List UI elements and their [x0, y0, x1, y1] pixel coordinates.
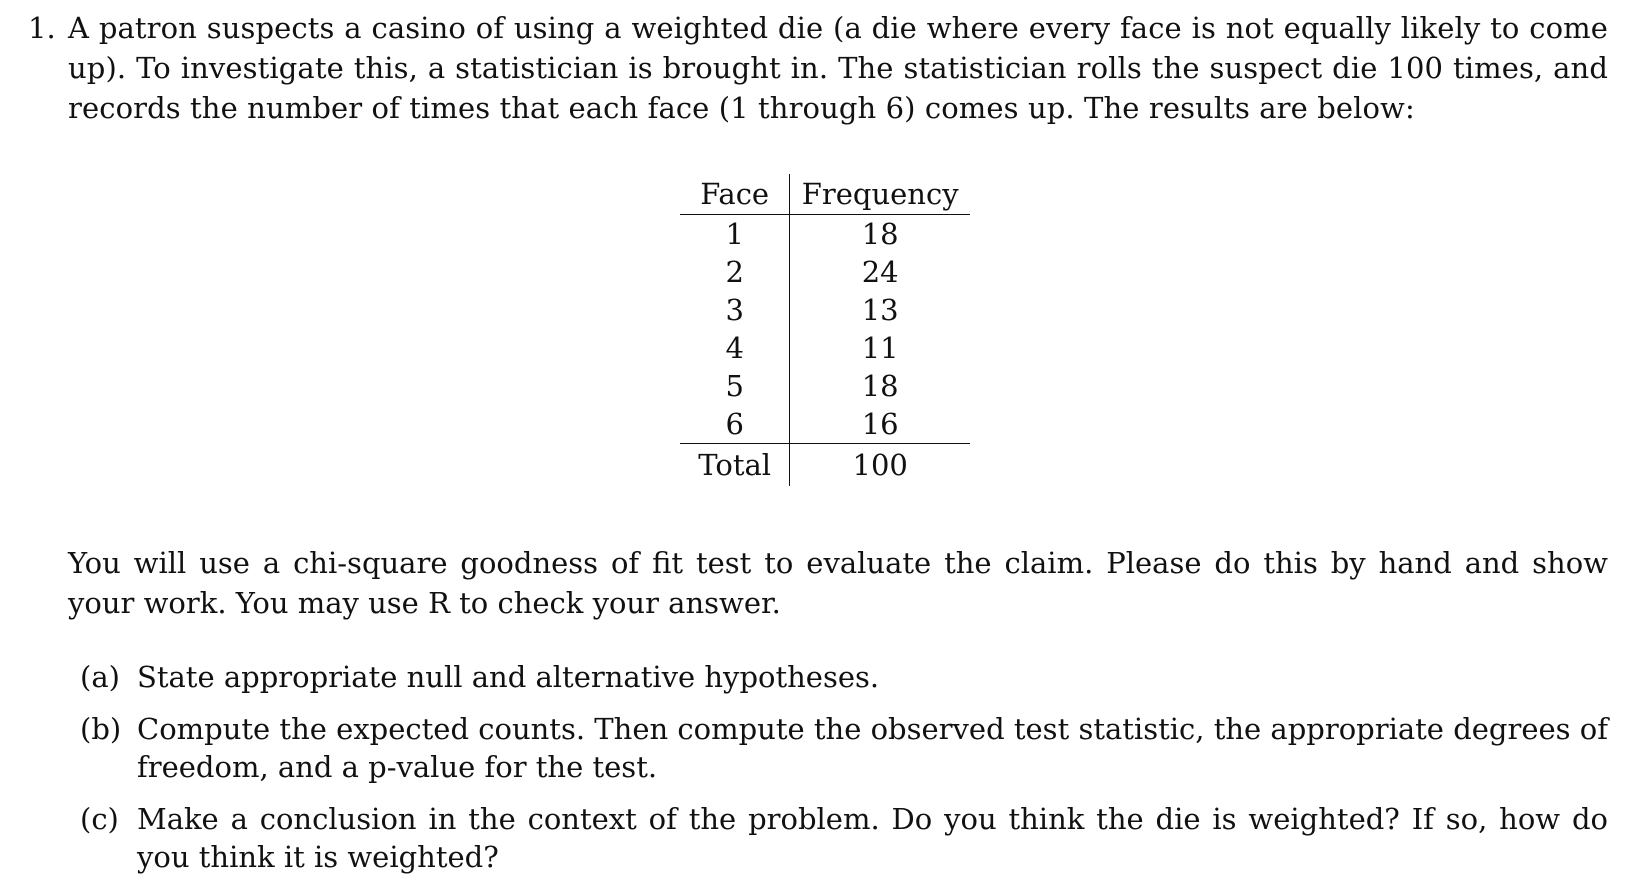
frequency-cell: 13 [861, 293, 899, 327]
frequency-cell: 18 [861, 217, 899, 251]
table-row [680, 215, 970, 254]
question-part-a [80, 658, 1608, 696]
face-cell: 2 [680, 253, 790, 291]
frequency-cell: 24 [861, 255, 899, 289]
table-total-row [680, 444, 970, 487]
instruction-paragraph: You will use a chi-square goodness of fit test to evaluate the claim. Please do this by hand and show your work. You may use R to check your answer. [68, 546, 1608, 620]
table-row [680, 367, 970, 405]
problem-text: A patron suspects a casino of using a weighted die (a die where every face is not equally likely to come up). To investigate this, a statistician is brought in. The statistician rolls the suspect die 100 times, and records the number of times that each face (1 through 6) comes up. The results are below: [68, 11, 1608, 125]
face-cell: 1 [680, 215, 790, 254]
face-cell: 3 [680, 291, 790, 329]
frequency-cell: 11 [861, 331, 899, 365]
table-header-row [680, 174, 970, 215]
part-text: State appropriate null and alternative hypotheses. [137, 660, 880, 694]
table-row [680, 405, 970, 444]
header-frequency: Frequency [790, 174, 970, 215]
frequency-cell: 18 [861, 369, 899, 403]
part-label: (b) [80, 712, 122, 746]
part-label: (c) [80, 802, 119, 836]
question-parts-list [80, 658, 1608, 876]
table-row [680, 291, 970, 329]
problem-number: 1. [28, 11, 56, 45]
part-text: Compute the expected counts. Then compute the observed test statistic, the appropriate degrees of freedom, and a p-value for the test. [137, 712, 1608, 784]
table-row [680, 253, 970, 291]
question-part-c [80, 800, 1608, 876]
header-face: Face [680, 174, 790, 215]
part-text: Make a conclusion in the context of the problem. Do you think the die is weighted? If so, how do you think it is weighted? [137, 802, 1608, 874]
face-cell: 6 [680, 405, 790, 444]
frequency-cell: 16 [861, 407, 899, 441]
face-cell: 4 [680, 329, 790, 367]
total-value-cell: 100 [790, 444, 970, 487]
face-cell: 5 [680, 367, 790, 405]
table-row [680, 329, 970, 367]
frequency-table-container [680, 174, 970, 486]
total-label-cell: Total [680, 444, 790, 487]
question-part-b [80, 710, 1608, 786]
part-label: (a) [80, 660, 120, 694]
frequency-table [680, 174, 970, 486]
